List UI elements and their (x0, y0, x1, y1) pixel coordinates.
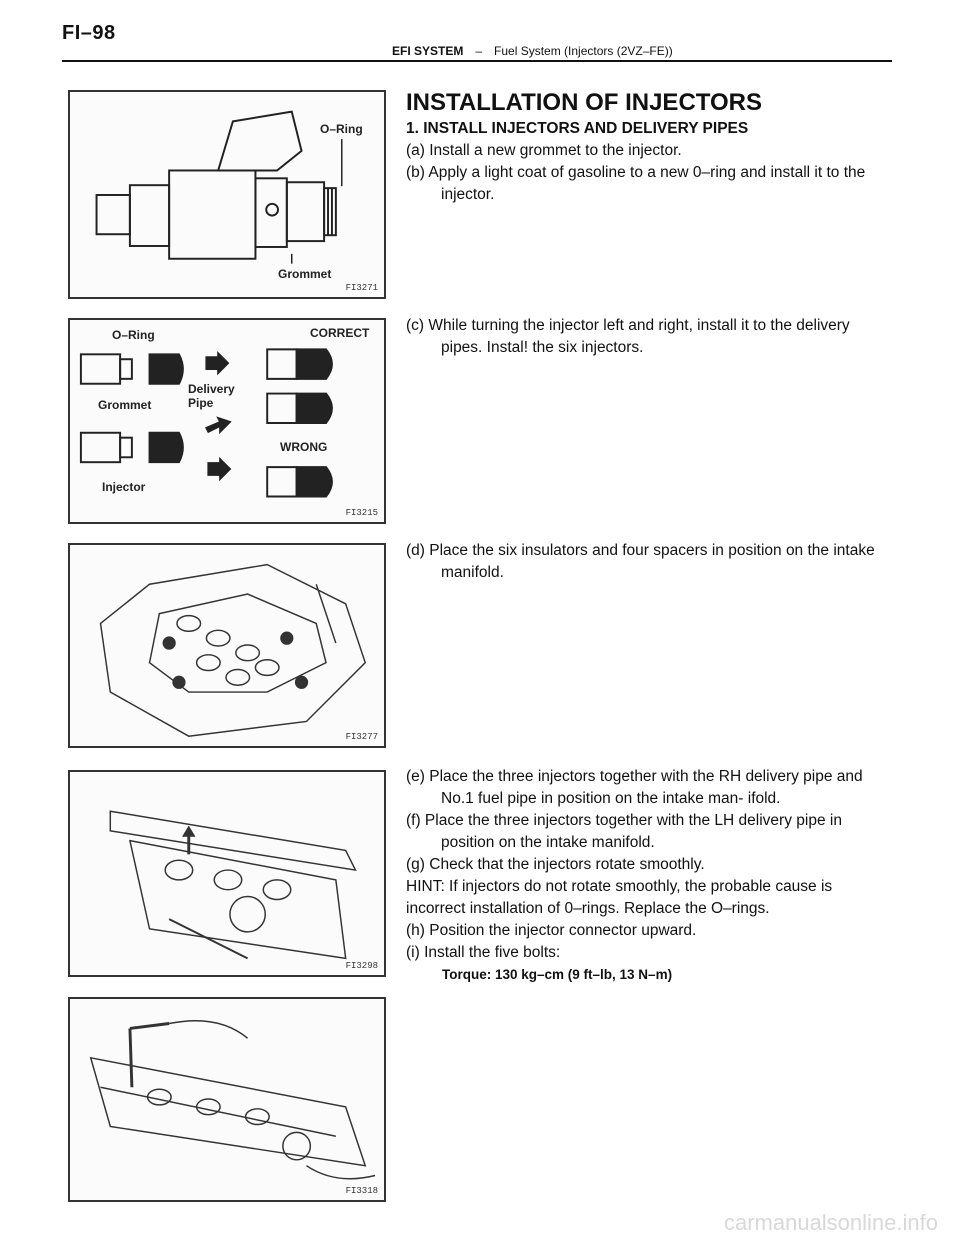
figure-injector-oring-grommet (68, 90, 386, 299)
label-oring: O–Ring (112, 328, 155, 342)
subsection-title: Fuel System (Injectors (2VZ–FE)) (494, 44, 673, 58)
figure-code: FI3271 (345, 283, 378, 293)
step-a: (a) Install a new grommet to the injector. (406, 142, 682, 159)
label-grommet: Grommet (278, 267, 332, 281)
step-1-heading: 1. INSTALL INJECTORS AND DELIVERY PIPES (406, 120, 749, 137)
label-injector: Injector (102, 480, 146, 494)
intake-manifold-illustration (70, 545, 384, 746)
label-delivery: Delivery (188, 382, 235, 396)
figure-code: FI3318 (345, 1186, 378, 1196)
step-i: (i) Install the five bolts: (406, 944, 561, 961)
label-wrong: WRONG (280, 440, 328, 454)
figure-code: FI3215 (345, 508, 378, 518)
page-title: INSTALLATION OF INJECTORS (406, 89, 763, 116)
section-title: EFI SYSTEM (392, 44, 464, 58)
label-oring: O–Ring (320, 122, 363, 136)
page-number: FI–98 (62, 22, 116, 44)
label-correct: CORRECT (310, 326, 370, 340)
step-c: (c) While turning the injector left and right, install it to the delivery pipes. Instal! the six injectors. (406, 317, 850, 356)
figure-intake-manifold (68, 543, 386, 748)
figure-code: FI3277 (345, 732, 378, 742)
running-header (392, 44, 673, 58)
watermark: carmanualsonline.info (723, 1210, 938, 1235)
torque-spec: Torque: 130 kg–cm (9 ft–lb, 13 N–m) (442, 967, 673, 982)
hint-text: HINT: If injectors do not rotate smoothly, the probable cause is incorrect installation of 0–rings. Replace the O–rings. (406, 878, 833, 917)
step-b: (b) Apply a light coat of gasoline to a new 0–ring and install it to the injector. (406, 164, 866, 203)
header-rule (62, 60, 892, 62)
installation-intro (406, 88, 894, 206)
step-d-block (406, 540, 894, 584)
label-grommet: Grommet (98, 398, 152, 412)
step-e-to-i-block (406, 766, 894, 986)
figure-install-bolts (68, 997, 386, 1202)
bolt-install-illustration (70, 999, 384, 1200)
figure-correct-wrong-install (68, 318, 386, 524)
delivery-pipe-illustration (70, 772, 384, 975)
step-c-block (406, 315, 894, 359)
label-pipe: Pipe (188, 396, 214, 410)
step-e: (e) Place the three injectors together with the RH delivery pipe and No.1 fuel pipe in position on the intake man- ifold. (406, 768, 863, 807)
header-separator: – (475, 44, 483, 58)
figure-rh-delivery-pipe (68, 770, 386, 977)
step-g: (g) Check that the injectors rotate smoothly. (406, 856, 705, 873)
figure-code: FI3298 (345, 961, 378, 971)
step-h: (h) Position the injector connector upward. (406, 922, 697, 939)
step-f: (f) Place the three injectors together with the LH delivery pipe in position on the intake manifold. (406, 812, 842, 851)
step-d: (d) Place the six insulators and four spacers in position on the intake manifold. (406, 542, 875, 581)
